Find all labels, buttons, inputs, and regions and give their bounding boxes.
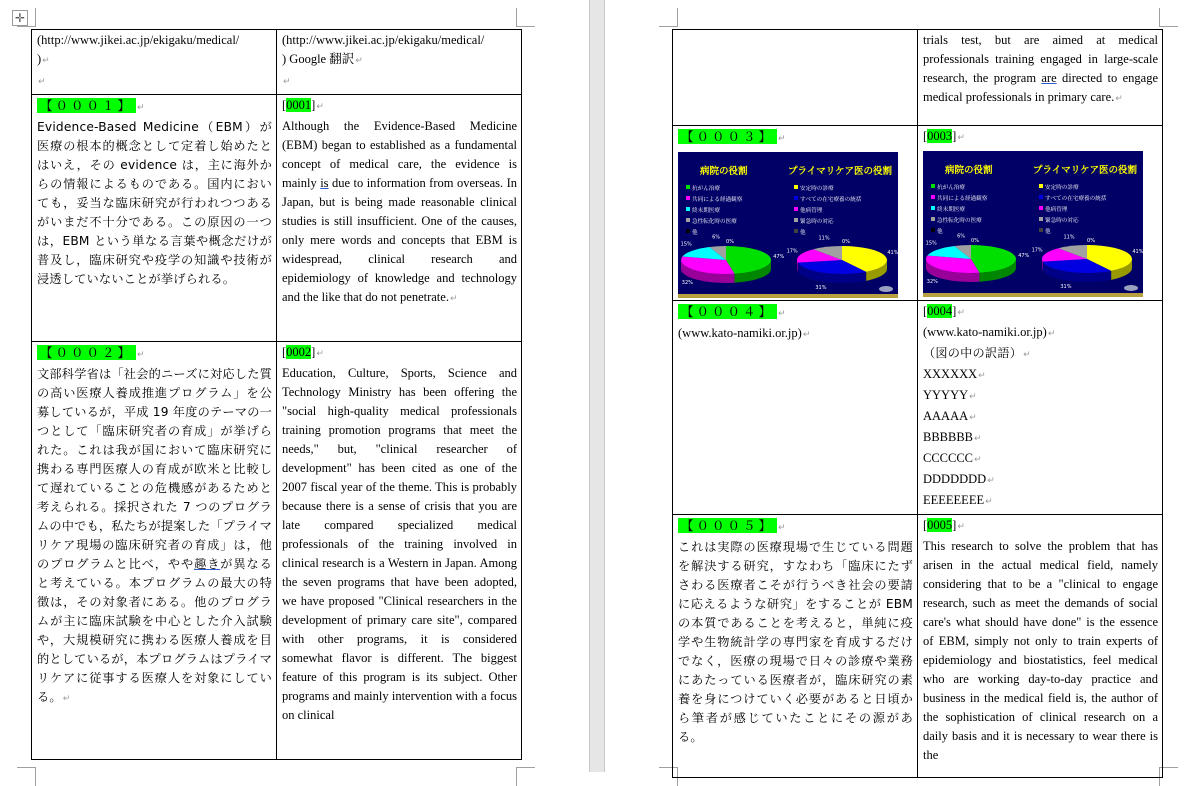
table-row xyxy=(673,126,1163,301)
google-translate-label: ) Google 翻訳 xyxy=(282,52,355,66)
table-row xyxy=(32,30,522,95)
paragraph-label: 0003 xyxy=(927,129,953,143)
legend-swatch xyxy=(1039,228,1043,232)
translation-table-page1 xyxy=(31,29,522,760)
table-move-handle-icon[interactable]: ✛ xyxy=(12,10,28,26)
japanese-text: これは実際の医療現場で生じている問題を解決する研究，すなわち「臨床にたずさわる医療者こそが行うべき社会の要請に応えるような研究」をすることが EBM の本質であることを考えると，単純に疫学や生物統計学の専門家を育成するだけでなく，医療の現場で日々の診療や業務にあたっている医療者が，臨床研究の素養を身につけていく必要があると日頃から筆者が感じていたことにその源がある。 xyxy=(678,540,913,744)
label-bracket: ] xyxy=(311,345,316,359)
pie-data-label: 31% xyxy=(1060,284,1072,291)
table-cell[interactable]: 【０００４】 ↵ (www.kato-namiki.or.jp)↵ xyxy=(673,301,918,515)
grammar-flag[interactable]: are xyxy=(1041,71,1057,85)
legend-swatch xyxy=(931,217,935,221)
paragraph-label: 【０００４】 xyxy=(678,304,777,319)
pie-data-label: 32% xyxy=(926,279,938,286)
english-text: trials test, but are aimed at medical professionals training engaged in large-scale research, the program are directed to engage medical professionals in primary care.↵ xyxy=(923,33,1159,104)
label-bracket: [ xyxy=(923,518,928,532)
table-cell[interactable] xyxy=(277,95,522,342)
legend-label: 他 xyxy=(1045,229,1051,235)
legend-swatch xyxy=(686,229,690,233)
legend-label: 共同による経過観察 xyxy=(692,197,743,203)
pie-data-label: 6% xyxy=(712,234,721,241)
paragraph-mark-icon: ↵ xyxy=(42,56,50,66)
legend-label: 他病管理 xyxy=(1045,207,1068,213)
logo-icon xyxy=(1124,285,1138,291)
term-item: EEEEEEEE xyxy=(923,493,985,507)
legend-swatch xyxy=(1039,217,1043,221)
paragraph-label: 0004 xyxy=(927,304,953,318)
paragraph-mark-icon: ↵ xyxy=(778,309,786,319)
legend-swatch xyxy=(794,218,798,222)
table-cell[interactable] xyxy=(673,515,918,778)
source-url-text: (www.kato-namiki.or.jp) xyxy=(923,325,1047,339)
slide-chart-title: 病院の役割 xyxy=(700,166,748,177)
legend-swatch xyxy=(794,196,798,200)
table-row xyxy=(673,30,1163,126)
table-cell[interactable] xyxy=(32,342,277,760)
slide-chart-title: プライマリケア医の役割 xyxy=(788,166,893,177)
pie-data-label: 17% xyxy=(1031,247,1043,254)
pie-data-label: 31% xyxy=(815,285,827,292)
label-bracket: [ xyxy=(923,304,928,318)
table-row xyxy=(32,95,522,342)
table-cell[interactable] xyxy=(918,30,1163,126)
figure-terms-heading: （図の中の訳語） xyxy=(923,346,1023,360)
legend-swatch xyxy=(931,195,935,199)
table-cell[interactable] xyxy=(277,342,522,760)
legend-label: 緊急時の対応 xyxy=(1045,218,1079,224)
term-item: DDDDDDD xyxy=(923,472,987,486)
legend-label: 安定時の診療 xyxy=(1045,185,1079,191)
pie-data-label: 32% xyxy=(681,280,693,287)
paragraph-mark-icon: ↵ xyxy=(957,308,965,318)
legend-swatch xyxy=(794,207,798,211)
paragraph-mark-icon: ↵ xyxy=(137,103,145,113)
paragraph-label: 【０００３】 xyxy=(678,129,777,144)
table-row xyxy=(32,342,522,760)
source-url-text: (http://www.jikei.ac.jp/ekigaku/medical/ xyxy=(282,33,485,47)
english-text: Although the Evidence-Based Medicine (EBM) began to established as a fundamental concept of medical care, the evidence is mainly is due to information from overseas. In Japan, but is being made reasonable clinical studies is still insufficient. One of the causes, only mere words and concepts that EBM is widespread, clinical research and epidemiology of knowledge and technology and the like that do not penetrate.↵ xyxy=(282,119,517,304)
term-item: XXXXXX xyxy=(923,367,978,381)
legend-label: 急性転化時の医療 xyxy=(692,219,737,225)
legend-label: 終末期医療 xyxy=(692,208,720,214)
paragraph-label: 0001 xyxy=(286,98,312,112)
legend-label: 安定時の診療 xyxy=(800,186,834,192)
legend-swatch xyxy=(931,206,935,210)
table-row xyxy=(673,515,1163,778)
legend-swatch xyxy=(1039,184,1043,188)
legend-label: 抗がん治療 xyxy=(937,185,965,191)
label-bracket: ] xyxy=(952,518,957,532)
page-gap xyxy=(589,0,605,772)
slide-chart-title: 病院の役割 xyxy=(945,165,993,176)
pie-data-label: 6% xyxy=(957,233,966,240)
pie-data-label: 41% xyxy=(887,249,898,256)
slide-image[interactable] xyxy=(678,152,898,298)
grammar-flag[interactable]: 趣き xyxy=(194,557,221,571)
table-cell[interactable] xyxy=(918,126,1163,301)
pie-data-label: 11% xyxy=(818,235,830,242)
crop-mark-icon xyxy=(516,767,535,786)
paragraph-label: 【０００５】 xyxy=(678,518,777,533)
paragraph-mark-icon: ↵ xyxy=(778,523,786,533)
label-bracket: [ xyxy=(923,129,928,143)
paragraph-label: 【０００１】 xyxy=(37,98,136,113)
japanese-text: Evidence-Based Medicine（EBM）が医療の根本的概念として定着し始めたとはいえ，その evidence は，主に海外からの情報によるものである。国内においても，妥当な臨床研究が行われつつあるがいまだ不十分である。この原因の一つは，EBM という単なる言葉や概念だけが普及し，臨床研究や疫学の知識や技術が浸透していないことが挙げられる。 xyxy=(37,120,272,286)
pie-data-label: 47% xyxy=(1018,252,1030,259)
japanese-text: 文部科学省は「社会的ニーズに対応した質の高い医療人養成推進プログラム」を公募しているが，平成 19 年度のテーマの一つとして「臨床研究者の育成」が挙げられた。これは我が国において臨床研究に携わる専門医療人の育成が欧米と比較して遅れていることの危機感があるためと考えられる。採択された 7 つのプログラムの中でも，私たちが提案した「プライマリケア現場の臨床研究者の育成」は，他のプログラムと比べ，やや趣きが異なると考えている。本プログラムの最大の特徴は，その対象者にある。他のプログラムが主に臨床試験を中心とした介入試験や，大規模研究に携わる医療人養成を目的としているが，本プログラムはプライマリケアに従事する医療人を対象にしている。↵ xyxy=(37,367,272,704)
legend-label: 抗がん治療 xyxy=(692,186,720,192)
pie-data-label: 17% xyxy=(786,248,798,255)
table-cell[interactable] xyxy=(673,126,918,301)
pie-data-label: 0% xyxy=(842,239,850,245)
legend-label: 終末期医療 xyxy=(937,207,965,213)
pie-data-label: 0% xyxy=(1087,238,1095,244)
legend-label: 急性転化時の医療 xyxy=(937,218,982,224)
legend-swatch xyxy=(686,185,690,189)
pie-data-label: 0% xyxy=(726,239,734,245)
slide-chart-title: プライマリケア医の役割 xyxy=(1033,165,1138,176)
legend-swatch xyxy=(686,207,690,211)
label-bracket: [ xyxy=(282,98,287,112)
term-item: BBBBBB xyxy=(923,430,974,444)
paragraph-mark-icon: ↵ xyxy=(355,56,363,66)
label-bracket: ] xyxy=(952,304,957,318)
english-text: Education, Culture, Sports, Science and Technology Ministry has been offering the "social high-quality medical professionals training promotion programs that meet the needs," but, "clinical researcher of development" has been cited as one of the 2007 fiscal year of the theme. This is probably because there is a sense of crisis that you are late compared specialized medical professionals of the training involved in clinical research is a Western in Japan. Among the seven programs that have been adopted, we have proposed "Clinical researchers in the development of primary care site", compared with other programs, it is considered somewhat flavor is different. The biggest feature of this program is its subject. Other programs and mainly intervention with a focus on clinical xyxy=(282,366,517,722)
paragraph-label: 0005 xyxy=(927,518,953,532)
legend-label: 他 xyxy=(937,229,943,235)
label-bracket: [ xyxy=(282,345,287,359)
paragraph-mark-icon: ↵ xyxy=(283,77,291,87)
table-cell[interactable] xyxy=(32,95,277,342)
table-cell[interactable] xyxy=(32,30,277,95)
legend-label: 他 xyxy=(800,230,806,236)
grammar-flag[interactable]: is xyxy=(320,176,329,190)
paragraph-mark-icon: ↵ xyxy=(778,134,786,144)
legend-swatch xyxy=(931,184,935,188)
legend-label: 他病管理 xyxy=(800,208,823,214)
crop-mark-icon xyxy=(17,767,36,786)
table-cell[interactable] xyxy=(918,515,1163,778)
slide-bottom-band xyxy=(678,294,898,298)
legend-label: すべての在宅療養の統括 xyxy=(800,197,862,203)
pie-data-label: 15% xyxy=(925,240,937,247)
term-item: YYYYY xyxy=(923,388,969,402)
slide-bottom-band xyxy=(923,293,1143,297)
term-item: CCCCCC xyxy=(923,451,974,465)
table-cell[interactable] xyxy=(277,30,522,95)
pie-data-label: 47% xyxy=(773,253,785,260)
paragraph-label: 【０００２】 xyxy=(37,345,136,360)
legend-swatch xyxy=(794,185,798,189)
label-bracket: ] xyxy=(311,98,316,112)
pie-data-label: 0% xyxy=(971,238,979,244)
source-url-text-end: ) xyxy=(37,52,42,66)
paragraph-mark-icon: ↵ xyxy=(957,133,965,143)
english-text: This research to solve the problem that has arisen in the actual medical field, namely considering that to be a "clinical to engage research, such as meet the demands of social care's what should have done" is the essence of EBM, simply not only to train experts of epidemiology and biostatistics, feel medical who are working day-to-day practice and business in the medical field is, the author of the sophistication of clinical research on a daily basis and it is necessary to wear there is the xyxy=(923,539,1158,762)
paragraph-mark-icon: ↵ xyxy=(316,349,324,359)
logo-icon xyxy=(879,286,893,292)
legend-swatch xyxy=(1039,206,1043,210)
legend-label: 他 xyxy=(692,230,698,236)
pie-data-label: 41% xyxy=(1132,248,1143,255)
slide-image[interactable] xyxy=(923,151,1143,297)
pie-data-label: 11% xyxy=(1063,234,1075,241)
legend-label: すべての在宅療養の統括 xyxy=(1045,196,1107,202)
legend-label: 緊急時の対応 xyxy=(800,219,834,225)
pie-data-label: 15% xyxy=(680,241,692,248)
term-item: AAAAA xyxy=(923,409,969,423)
paragraph-mark-icon: ↵ xyxy=(137,350,145,360)
legend-swatch xyxy=(686,218,690,222)
paragraph-mark-icon: ↵ xyxy=(316,102,324,112)
crop-mark-icon xyxy=(659,8,678,27)
legend-swatch xyxy=(794,229,798,233)
crop-mark-icon xyxy=(516,8,535,27)
paragraph-mark-icon: ↵ xyxy=(957,522,965,532)
paragraph-mark-icon: ↵ xyxy=(38,77,46,87)
label-bracket: ] xyxy=(952,129,957,143)
table-cell[interactable]: [0004]↵ (www.kato-namiki.or.jp)↵ （図の中の訳語）↵ XXXXXX↵ YYYYY↵ AAAAA↵ BBBBBB↵ CCCCCC↵ DDDDDDD↵ EEEEEEEE↵ xyxy=(918,301,1163,515)
legend-swatch xyxy=(1039,195,1043,199)
source-url-text: (www.kato-namiki.or.jp) xyxy=(678,326,802,340)
table-row xyxy=(673,301,1163,515)
legend-swatch xyxy=(931,228,935,232)
table-cell[interactable] xyxy=(673,30,918,126)
translation-table-page2 xyxy=(672,29,1163,778)
source-url-text: (http://www.jikei.ac.jp/ekigaku/medical/ xyxy=(37,33,240,47)
crop-mark-icon xyxy=(1159,8,1178,27)
legend-label: 共同による経過観察 xyxy=(937,196,988,202)
legend-swatch xyxy=(686,196,690,200)
paragraph-label: 0002 xyxy=(286,345,312,359)
